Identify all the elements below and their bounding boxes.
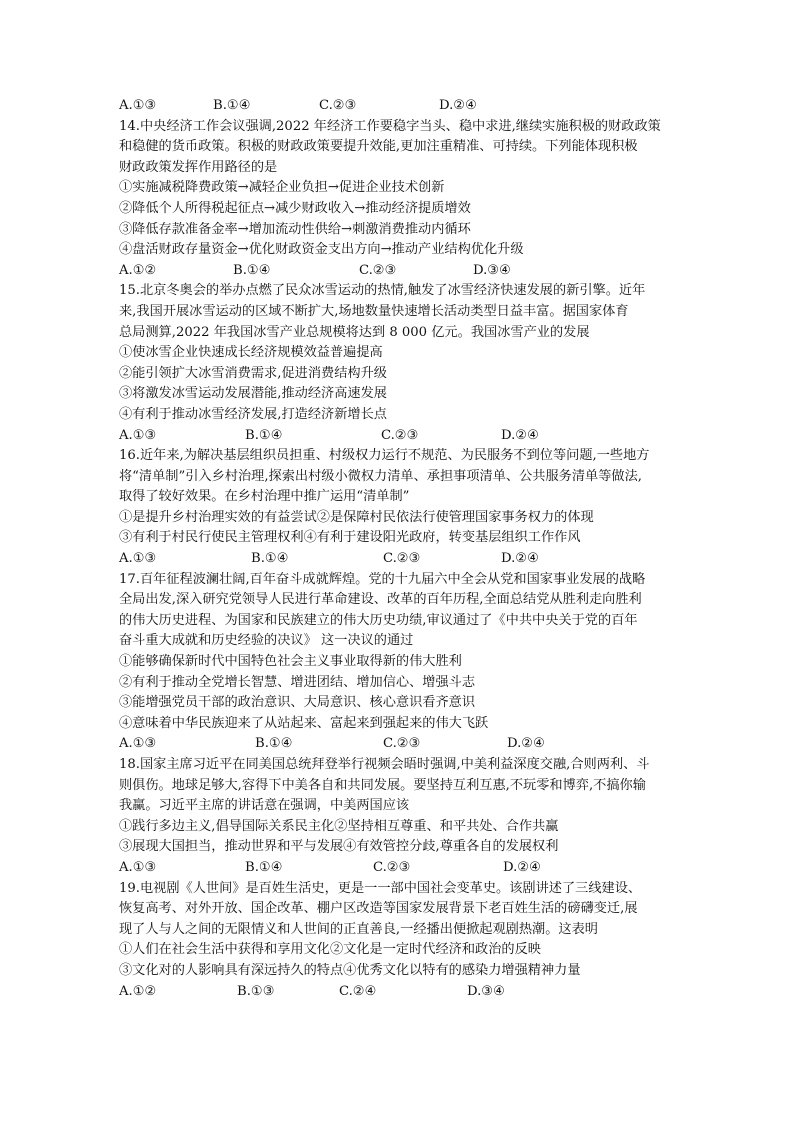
question-17: [119, 570, 679, 755]
q17-option-c[interactable]: C.②③: [383, 736, 421, 752]
q18-option-c[interactable]: C.②③: [373, 859, 411, 875]
q16-option-b[interactable]: B.①④: [251, 551, 289, 567]
q14-option-b[interactable]: B.①④: [233, 262, 271, 278]
q13-option-c[interactable]: C.②③: [319, 98, 357, 113]
q18-option-a[interactable]: A.①③: [119, 859, 157, 875]
q18-item: ③展现大国担当，推动世界和平与发展④有效管控分歧,尊重各自的发展权利: [119, 839, 559, 855]
q18-stem-line: 我赢。习近平主席的讲话意在强调，中美两国应该: [119, 798, 410, 814]
q18-item: ①践行多边主义,倡导国际关系民主化②坚持相互尊重、和平共处、合作共赢: [119, 818, 559, 834]
q14-stem-line: 财政政策发挥作用路径的是: [119, 159, 278, 175]
q17-option-d[interactable]: D.②④: [507, 736, 545, 752]
q14-options: [119, 261, 679, 282]
question-16: [119, 446, 679, 570]
question-19: [119, 879, 679, 1003]
q15-option-d[interactable]: D.②④: [501, 427, 539, 443]
q15-stem-line: 总局测算,2022 年我国冰雪产业总规模将达到 8 000 亿元。我国冰雪产业的发展: [119, 324, 590, 340]
q14-stem-line: 和稳健的货币政策。积极的财政政策要提升效能,更加注重精准、可持续。下列能体现积极: [119, 139, 638, 155]
q16-options: [119, 549, 679, 570]
q19-option-d[interactable]: D.③④: [467, 983, 505, 999]
q15-option-a[interactable]: A.①③: [119, 427, 157, 443]
q19-stem-line: 19.电视剧《人世间》是百姓生活史，更是一一部中国社会变革史。该剧讲述了三线建设、: [119, 880, 642, 896]
q16-stem-line: 16.近年来,为解决基层组织员担重、村级权力运行不规范、为民服务不到位等问题,一些地方: [119, 448, 650, 464]
question-18: [119, 755, 679, 879]
q16-option-d[interactable]: D.②④: [501, 551, 539, 567]
q19-stem-line: 恢复高考、对外开放、国企改革、棚户区改造等国家发展背景下老百姓生活的磅礴变迁,展: [119, 901, 638, 917]
q16-item: ①是提升乡村治理实效的有益尝试②是保障村民依法行使管理国家事务权力的体现: [119, 509, 594, 525]
q18-option-d[interactable]: D.②④: [503, 859, 541, 875]
q14-option-c[interactable]: C.②③: [359, 262, 397, 278]
q19-option-c[interactable]: C.②④: [339, 983, 377, 999]
q17-stem-line: 17.百年征程波澜壮阔,百年奋斗成就辉煌。党的十九届六中全会从党和国家事业发展的战略: [119, 571, 646, 587]
q18-stem-line: 18.国家主席习近平在同美国总统拜登举行视频会晤时强调,中美利益深度交融,合则两利、斗: [119, 757, 650, 772]
q14-item: ②降低个人所得税起征点→减少财政收入→推动经济提质增效: [119, 200, 471, 216]
q19-stem-line: 现了人与人之间的无限情义和人世间的正直善良,一经播出便掀起观剧热潮。这表明: [119, 921, 598, 937]
q14-option-a[interactable]: A.①②: [119, 262, 157, 278]
q15-stem-line: 来,我国开展冰雪运动的区域不断扩大,场地数量快速增长活动类型日益丰富。据国家体育: [119, 303, 629, 319]
q13-options: [119, 96, 679, 117]
q19-item: ①人们在社会生活中获得和享用文化②文化是一定时代经济和政治的反映: [119, 942, 541, 958]
q19-item: ③文化对的人影响具有深远持久的特点④优秀文化以特有的感染力增强精神力量: [119, 962, 581, 978]
q13-option-a[interactable]: A.①③: [119, 98, 157, 113]
q14-stem-line: 14.中央经济工作会议强调,2022 年经济工作要稳字当头、稳中求进,继续实施积极的财政政策: [119, 118, 661, 134]
q14-item: ①实施减税降费政策→减轻企业负担→促进企业技术创新: [119, 180, 445, 196]
q16-stem-line: 取得了较好效果。在乡村治理中推广运用“清单制”: [119, 489, 410, 505]
q16-item: ③有利于村民行使民主管理权利④有利于建设阳光政府，转变基层组织工作作风: [119, 530, 581, 546]
q19-option-b[interactable]: B.①③: [237, 983, 275, 999]
q15-stem-line: 15.北京冬奥会的举办点燃了民众冰雪运动的热情,触发了冰雪经济快速发展的新引擎。近年: [119, 283, 646, 299]
q15-item: ③将激发冰雪运动发展潜能,推动经济高速发展: [119, 386, 387, 402]
q13-option-b[interactable]: B.①④: [213, 98, 251, 113]
q17-item: ①能够确保新时代中国特色社会主义事业取得新的伟大胜利: [119, 654, 462, 670]
question-15: [119, 281, 679, 446]
q17-item: ③能增强党员干部的政治意识、大局意识、核心意识看齐意识: [119, 695, 476, 711]
q17-stem-line: 奋斗重大成就和历史经验的决议》 这一决议的通过: [119, 633, 414, 649]
q17-option-b[interactable]: B.①④: [255, 736, 293, 752]
q17-item: ②有利于推动全党增长智慧、增进团结、增加信心、增强斗志: [119, 674, 476, 690]
q14-item: ④盘活财政存量资金→优化财政资金支出方向→推动产业结构优化升级: [119, 242, 524, 258]
q15-option-c[interactable]: C.②③: [381, 427, 419, 443]
q18-stem-line: 则俱伤。地球足够大,容得下中美各自和共同发展。要坚持互利互惠,不玩零和博弈,不搞你输: [119, 777, 646, 793]
q17-stem-line: 的伟大历史进程、为国家和民族建立的伟大历史功绩,审议通过了《中共中央关于党的百年: [119, 612, 638, 628]
q15-item: ①使冰雪企业快速成长经济规模效益普遍提高: [119, 345, 383, 361]
q15-options: [119, 426, 679, 447]
q16-stem-line: 将“清单制”引入乡村治理,探索出村级小微权力清单、承担事项清单、公共服务清单等做法,: [119, 468, 642, 484]
exam-page: [119, 96, 679, 1002]
question-14: [119, 117, 679, 282]
q15-option-b[interactable]: B.①④: [245, 427, 283, 443]
q18-option-b[interactable]: B.①④: [245, 859, 283, 875]
q18-options: [119, 858, 679, 879]
q13-option-d[interactable]: D.②④: [439, 98, 477, 113]
q14-option-d[interactable]: D.③④: [473, 262, 511, 278]
q17-option-a[interactable]: A.①③: [119, 736, 157, 752]
q16-option-a[interactable]: A.①③: [119, 551, 157, 567]
q16-option-c[interactable]: C.②③: [383, 551, 421, 567]
q14-item: ③降低存款准备金率→增加流动性供给→刺激消费推动内循环: [119, 221, 471, 237]
q15-item: ④有利于推动冰雪经济发展,打造经济新增长点: [119, 406, 387, 422]
q17-options: [119, 734, 679, 755]
q17-item: ④意味着中华民族迎来了从站起来、富起来到强起来的伟大飞跃: [119, 715, 489, 731]
q19-options: [119, 982, 679, 1003]
q17-stem-line: 全局出发,深入研究党领导人民进行革命建设、改革的百年历程,全面总结党从胜利走向胜利: [119, 592, 642, 608]
q19-option-a[interactable]: A.①②: [119, 983, 157, 999]
q15-item: ②能引领扩大冰雪消费需求,促进消费结构升级: [119, 365, 387, 381]
